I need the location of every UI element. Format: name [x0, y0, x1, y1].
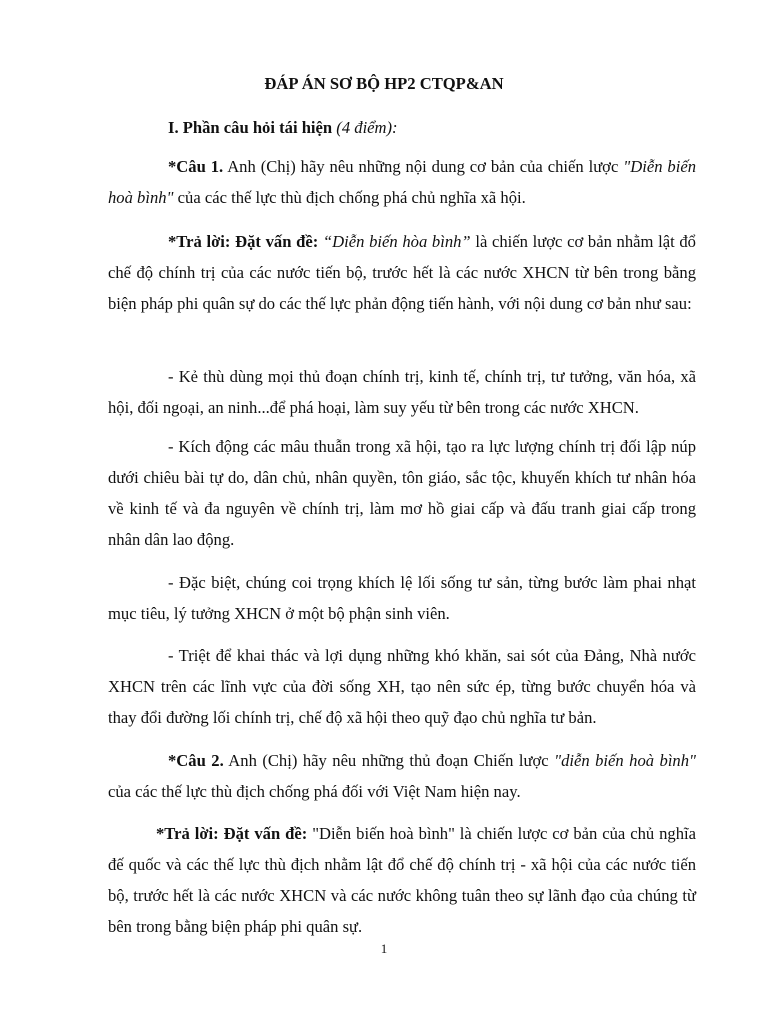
answer-1-point-3: - Đặc biệt, chúng coi trọng khích lệ lối sống tư sản, từng bước làm phai nhạt mục tiêu, lý tưởng XHCN ở một bộ phận sinh viên. — [108, 573, 696, 623]
answer-1 — [108, 226, 696, 319]
answer-1-label: *Trả lời: Đặt vấn đề: — [168, 232, 319, 251]
answer-1-point-2: - Kích động các mâu thuẫn trong xã hội, tạo ra lực lượng chính trị đối lập núp dưới chiêu bài tự do, dân chủ, nhân quyền, tôn giáo, sắc tộc, khuyến khích tư nhân hóa về kinh tế và đa nguyên về chính trị, làm mơ hồ giai cấp và đấu tranh giai cấp trong nhân dân lao động. — [108, 437, 696, 549]
answer-1-term: “Diễn biến hòa bình” — [318, 232, 471, 251]
section-heading-text: I. Phần câu hỏi tái hiện — [168, 118, 333, 137]
question-1-text-before: Anh (Chị) hãy nêu những nội dung cơ bản của chiến lược — [223, 157, 624, 176]
answer-1-text: là chiến lược cơ bản nhằm lật đổ chế độ chính trị của các nước tiến bộ, trước hết là các nước XHCN từ bên trong bằng biện pháp phi quân sự do các thế lực phản động tiến hành, với nội dung cơ bản như sau: — [108, 232, 696, 313]
answer-2-label: *Trả lời: Đặt vấn đề: — [156, 824, 308, 843]
question-1-label: *Câu 1. — [168, 157, 224, 176]
question-2-label: *Câu 2. — [168, 751, 224, 770]
document-title: ĐÁP ÁN SƠ BỘ HP2 CTQP&AN — [264, 74, 504, 93]
answer-2 — [108, 818, 696, 942]
section-heading — [168, 118, 398, 138]
section-points: (4 điểm): — [336, 118, 398, 137]
question-1-text-after: của các thế lực thù địch chống phá chủ nghĩa xã hội. — [173, 188, 526, 207]
question-2 — [108, 745, 696, 807]
question-2-text-after: của các thế lực thù địch chống phá đối với Việt Nam hiện nay. — [108, 782, 521, 801]
page-number: 1 — [380, 941, 388, 956]
question-2-text-before: Anh (Chị) hãy nêu những thủ đoạn Chiến lược — [223, 751, 555, 770]
question-1-term: "Diễn biến hoà bình" — [108, 157, 696, 207]
question-1 — [108, 151, 696, 213]
answer-1-point-1: - Kẻ thù dùng mọi thủ đoạn chính trị, kinh tế, chính trị, tư tưởng, văn hóa, xã hội, đối ngoại, an ninh...để phá hoại, làm suy yếu từ bên trong các nước XHCN. — [108, 367, 696, 417]
question-2-term: "diễn biến hoà bình" — [554, 751, 696, 770]
answer-2-text: "Diễn biến hoà bình" là chiến lược cơ bản của chủ nghĩa đế quốc và các thế lực thù địch nhằm lật đổ chế độ chính trị - xã hội của các nước tiến bộ, trước hết là các nước XHCN và các nước không tuân theo sự lãnh đạo của chúng từ bên trong bằng biện pháp phi quân sự. — [108, 824, 696, 936]
answer-1-point-4: - Triệt để khai thác và lợi dụng những khó khăn, sai sót của Đảng, Nhà nước XHCN trên các lĩnh vực của đời sống XH, tạo nên sức ép, từng bước chuyển hóa và thay đổi đường lối chính trị, chế độ xã hội theo quỹ đạo chủ nghĩa tư bản. — [108, 646, 696, 727]
